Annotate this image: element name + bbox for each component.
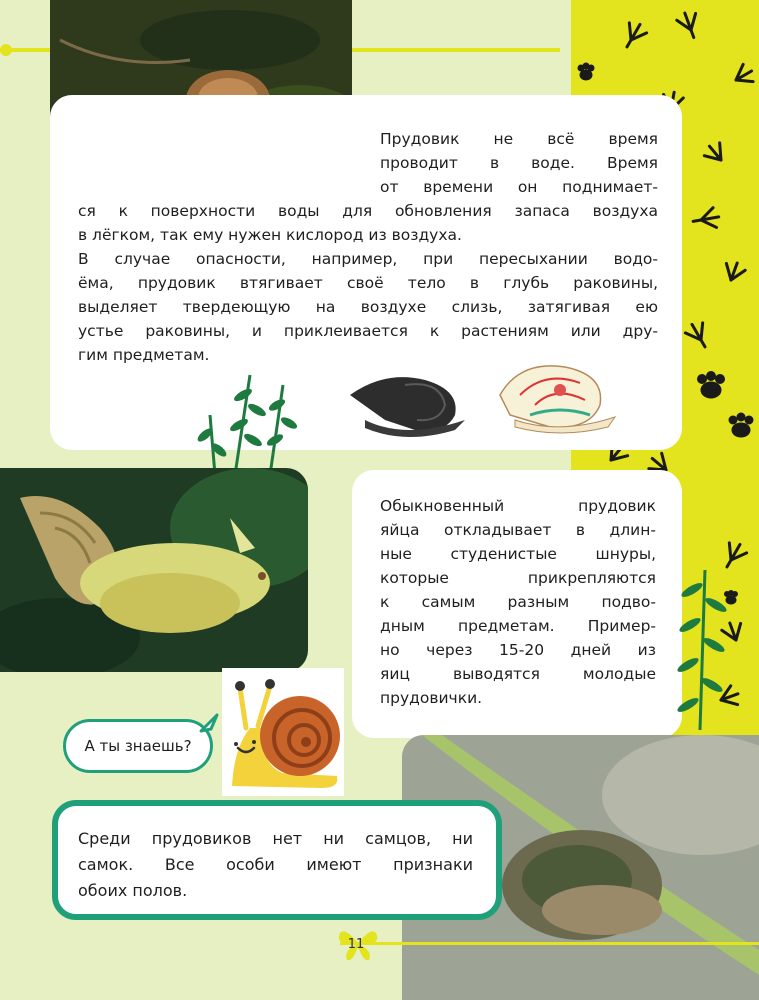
page-number: 11	[347, 936, 365, 952]
text-line: которые прикрепляются	[380, 569, 656, 587]
text-line: яйца откладывает в длин-	[380, 521, 656, 539]
card-text-second-block	[78, 199, 658, 367]
bottom-decor-line	[340, 942, 759, 945]
text-line: В случае опасности, например, при пересыхании водо-	[78, 250, 658, 268]
text-line: дным предметам. Пример-	[380, 617, 656, 635]
plant-decoration-left	[195, 365, 305, 475]
text-line: ные студенистые шнуры,	[380, 545, 656, 563]
text-line: Среди прудовиков нет ни самцов, ни	[78, 829, 473, 848]
snail-anatomy-illustration	[490, 355, 620, 440]
plant-decoration-right	[670, 560, 730, 730]
card-text-eggs	[380, 494, 656, 710]
text-line: от времени он поднимает-	[380, 178, 658, 196]
text-line: к самым разным подво-	[380, 593, 656, 611]
text-line: выделяет твердеющую на воздухе слизь, затягивая ею	[78, 298, 658, 316]
fact-card	[52, 800, 502, 920]
text-line: устье раковины, и приклеивается к растениям или дру-	[78, 322, 658, 340]
info-card-breathing	[50, 95, 682, 450]
did-you-know-label: А ты знаешь?	[84, 737, 192, 755]
text-line: ся к поверхности воды для обновления запаса воздуха	[78, 202, 658, 220]
text-line: обоих полов.	[78, 881, 188, 900]
top-decor-dot	[0, 44, 12, 56]
text-line: в лёгком, так ему нужен кислород из воздуха.	[78, 226, 462, 244]
text-line: самок. Все особи имеют признаки	[78, 855, 473, 874]
fact-text	[78, 826, 473, 904]
text-line: Прудовик не всё время	[380, 130, 658, 148]
did-you-know-bubble	[63, 719, 213, 773]
text-line: ёма, прудовик втягивает своё тело в глубь раковины,	[78, 274, 658, 292]
text-line: но через 15-20 дней из	[380, 641, 656, 659]
card-text-first-block	[380, 127, 658, 199]
text-line: Обыкновенный прудовик	[380, 497, 656, 515]
text-line: проводит в воде. Время	[380, 154, 658, 172]
snail-shell-illustration	[345, 360, 475, 440]
text-line: прудовички.	[380, 689, 483, 707]
cartoon-snail-icon	[222, 668, 344, 796]
speech-bubble-tail	[199, 713, 219, 733]
cartoon-snail-box	[222, 668, 344, 796]
photo-yellow-snail	[0, 468, 308, 672]
text-line: гим предметам.	[78, 346, 210, 364]
text-line: яиц выводятся молодые	[380, 665, 656, 683]
info-card-eggs	[352, 470, 682, 738]
